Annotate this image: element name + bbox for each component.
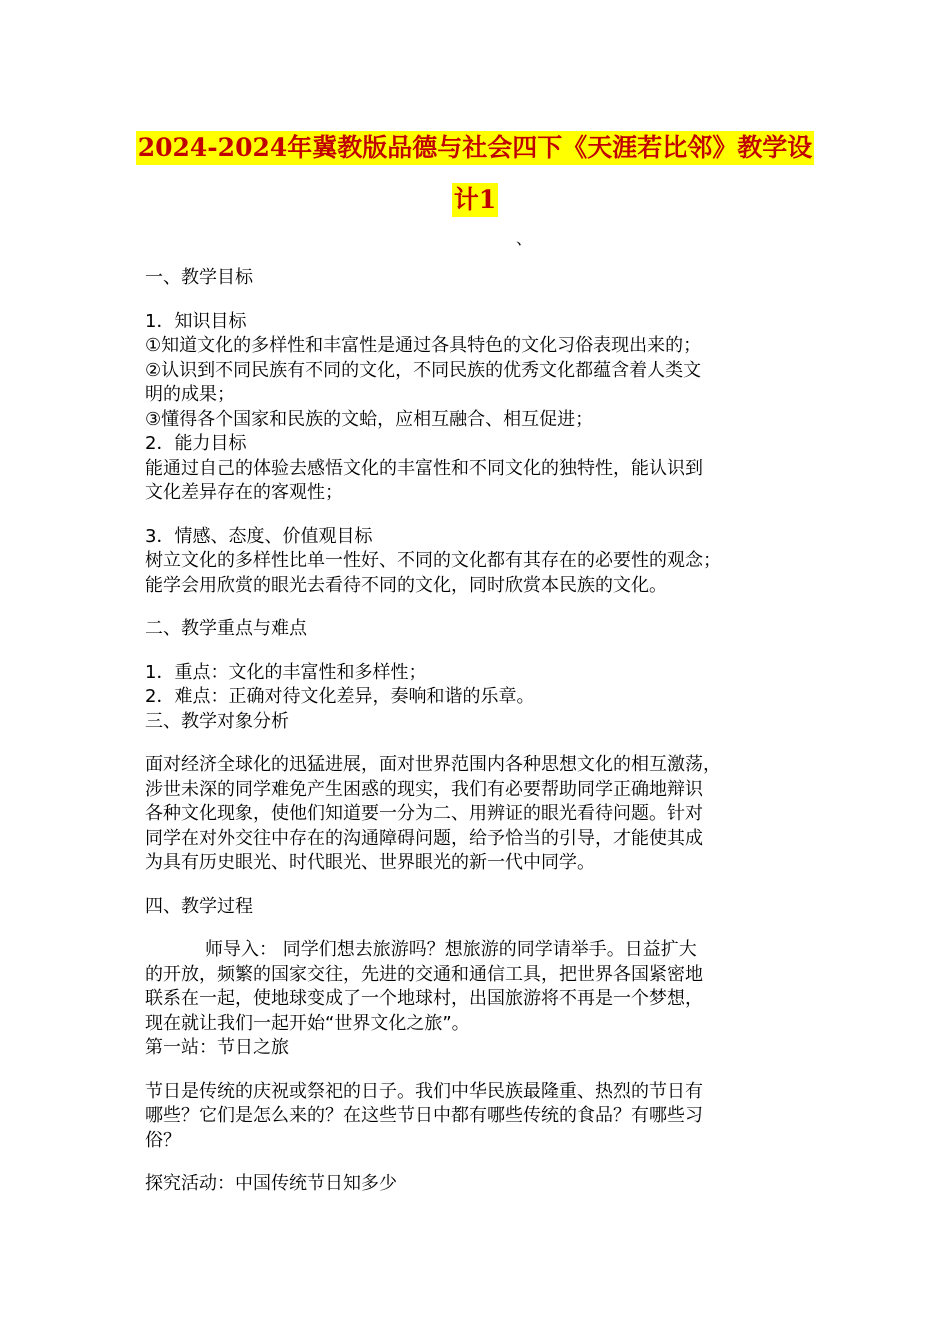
title-line-1: 2024-2024年冀教版品德与社会四下《天涯若比邻》教学设 xyxy=(136,131,815,165)
key-point-1: 1．重点：文化的丰富性和多样性； xyxy=(145,661,427,683)
knowledge-item-2b: 明的成果； xyxy=(145,384,235,405)
audience-text-4: 同学在对外交往中存在的沟通障碍问题，给予恰当的引导，才能使其成 xyxy=(145,827,703,849)
punctuation-mark: 、 xyxy=(516,229,533,248)
audience-text-1: 面对经济全球化的迅猛进展，面对世界范围内各种思想文化的相互激荡， xyxy=(145,754,721,775)
section-heading-objectives: 一、教学目标 xyxy=(145,267,253,288)
knowledge-item-1: ①知道文化的多样性和丰富性是通过各具特色的文化习俗表现出来的； xyxy=(145,335,702,356)
station-1-heading: 第一站：节日之旅 xyxy=(145,1037,289,1058)
intro-text-2: 的开放，频繁的国家交往，先进的交通和通信工具，把世界各国紧密地 xyxy=(145,963,703,985)
key-point-2: 2．难点：正确对待文化差异，奏响和谐的乐章。 xyxy=(145,686,535,707)
knowledge-item-2a: ②认识到不同民族有不同的文化，不同民族的优秀文化都蕴含着人类文 xyxy=(145,359,702,381)
subheading-knowledge: 1．知识目标 xyxy=(145,310,247,332)
document-title xyxy=(0,131,950,217)
ability-text-2: 文化差异存在的客观性； xyxy=(145,482,343,503)
festival-text-3: 俗？ xyxy=(145,1129,181,1151)
festival-text-2: 哪些？它们是怎么来的？在这些节日中都有哪些传统的食品？有哪些习 xyxy=(145,1105,703,1126)
activity-heading: 探究活动：中国传统节日知多少 xyxy=(145,1173,397,1194)
subheading-emotion: 3．情感、态度、价值观目标 xyxy=(145,525,373,547)
intro-text-4: 现在就让我们一起开始“世界文化之旅”。 xyxy=(145,1012,470,1034)
intro-text-3: 联系在一起，使地球变成了一个地球村，出国旅游将不再是一个梦想， xyxy=(145,988,703,1009)
document-body xyxy=(145,266,810,1197)
emotion-text-1: 树立文化的多样性比单一性好、不同的文化都有其存在的必要性的观念； xyxy=(145,550,721,571)
title-line-2: 计1 xyxy=(452,183,498,217)
section-heading-key-points: 二、教学重点与难点 xyxy=(145,618,307,639)
emotion-text-2: 能学会用欣赏的眼光去看待不同的文化，同时欣赏本民族的文化。 xyxy=(145,574,667,596)
festival-text-1: 节日是传统的庆祝或祭祀的日子。我们中华民族最隆重、热烈的节日有 xyxy=(145,1080,703,1102)
audience-text-2: 涉世未深的同学难免产生困惑的现实，我们有必要帮助同学正确地辩识 xyxy=(145,778,703,800)
section-heading-audience: 三、教学对象分析 xyxy=(145,710,289,732)
subheading-ability: 2．能力目标 xyxy=(145,433,247,454)
audience-text-5: 为具有历史眼光、时代眼光、世界眼光的新一代中同学。 xyxy=(145,852,595,873)
knowledge-item-3: ③懂得各个国家和民族的文蛤，应相互融合、相互促进； xyxy=(145,408,594,430)
section-heading-process: 四、教学过程 xyxy=(145,895,253,917)
intro-text-1: 师导入： 同学们想去旅游吗？想旅游的同学请举手。日益扩大 xyxy=(205,939,697,960)
ability-text-1: 能通过自己的体验去感悟文化的丰富性和不同文化的独特性，能认识到 xyxy=(145,457,703,479)
audience-text-3: 各种文化现象，使他们知道要一分为二、用辨证的眼光看待问题。针对 xyxy=(145,803,703,824)
